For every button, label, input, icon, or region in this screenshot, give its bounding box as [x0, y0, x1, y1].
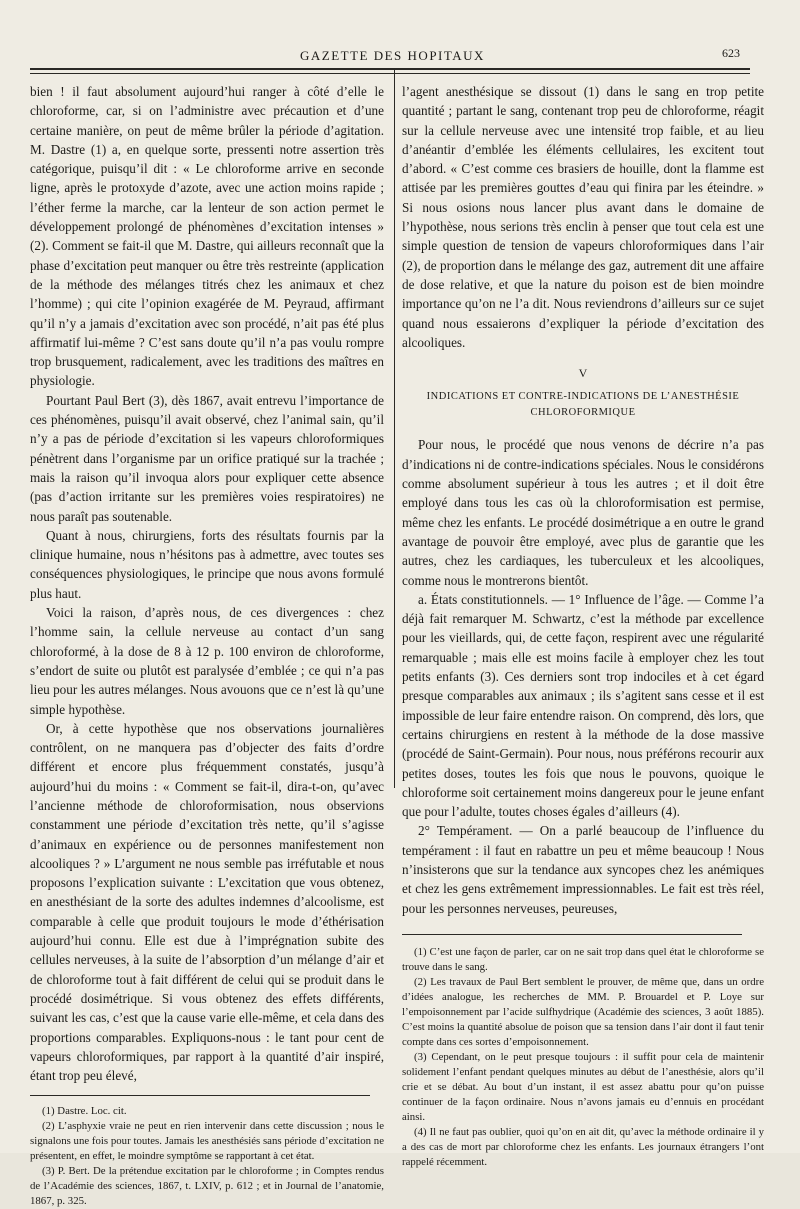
footnote: (4) Il ne faut pas oublier, quoi qu’on en ait dit, qu’avec la méthode ordinaire il y a des cas de mort par chloroforme chez les enfants. Les journaux étrangers l’ont rappelé récemment. — [402, 1125, 764, 1168]
footnote: (2) L’asphyxie vraie ne peut en rien intervenir dans cette discussion ; nous le signalons une fois pour toutes. Jamais les anesthésiés sans période d’excitation ne présentent, en effet, le moindre symptôme se rapportant à cet état. — [30, 1120, 384, 1163]
footnote: (1) Dastre. Loc. cit. — [42, 1105, 127, 1118]
footnote-rule — [30, 1095, 370, 1096]
body-paragraph: a. États constitutionnels. — 1° Influence de l’âge. — Comme l’a déjà fait remarquer M. Schwartz, c’est la méthode par excellence pour les vieillards, qui, de cette façon, respirent avec une régularité remarquable ; mais elle est moins facile à employer chez les tout petits enfants (3). Ces derniers sont trop indociles et à cet égard presque comparables aux animaux ; ils s’agitent sans cesse et il est impossible de leur faire entendre raison. On comprend, dès lors, que certains chirurgiens en restent à la méthode de la dose massive (procédé de Saint-Germain). Pour nous, nous préférons recourir aux petites doses, toutes les fois que nous le pouvons, quoique le chloroforme soit certainement moins dangereux pour le jeune enfant que pour l’adulte, toutes choses égales d’ailleurs (4). — [402, 591, 764, 820]
right-footnotes — [402, 945, 764, 1170]
body-paragraph: Pourtant Paul Bert (3), dès 1867, avait entrevu l’importance de ces phénomènes, puisqu’il avait observé, chez l’animal sain, qu’il n’y a pas de période d’excitation si les vapeurs chloroformiques pénètrent dans l’organisme par un orifice pratiqué sur la trachée ; mais la raison qu’il invoqua alors pour expliquer cette absence (pas d’action irritante sur les premières voies respiratoires) ne nous paraît pas soutenable. — [30, 392, 384, 524]
section-number: V — [578, 366, 588, 381]
footnote-rule — [402, 934, 742, 935]
footnote: (3) Cependant, on le peut presque toujours : il suffit pour cela de maintenir solidement l’enfant pendant quelques minutes au début de l’anesthésie, alors qu’il crie et se débat. Au bout d’un instant, il est assez abattu pour qu’on puisse continuer de la façon ordinaire. Nous n’avons jamais eu d’ennuis en procédant ainsi. — [402, 1050, 764, 1123]
right-column — [402, 82, 764, 1170]
left-column — [30, 82, 384, 1209]
body-paragraph: Quant à nous, chirurgiens, forts des résultats fournis par la clinique humaine, nous n’hésitons pas à admettre, avec toutes ses conséquences physiologiques, le principe que nous avons formulé plus haut. — [30, 527, 384, 601]
body-paragraph: Pour nous, le procédé que nous venons de décrire n’a pas d’indications ni de contre-indications spéciales. Nous le considérons comme absolument supérieur à tous les autres ; et il doit être employé dans tous les cas où la chloroformisation est permise, même chez les enfants. Le procédé dosimétrique a en outre le grand avantage de pouvoir être employé, avec plus de garantie que les autres, chez les cardiaques, les tuberculeux et les alcooliques, comme nous le montrerons bientôt. — [402, 437, 764, 588]
footnote: (1) C’est une façon de parler, car on ne sait trop dans quel état le chloroforme se trouve dans le sang. — [402, 945, 764, 973]
footnote: (2) Les travaux de Paul Bert semblent le prouver, de même que, dans un ordre d’idées analogue, les recherches de MM. P. Brouardel et P. Loye sur l’empoisonnement par l’acide sulfhydrique (Académie des sciences, 3 août 1885). C’est moins la quantité absolue de poison que sa tension dans l’air dont il faut tenir compte dans ces sortes d’empoisonnement. — [402, 975, 764, 1048]
header-rule-thin — [30, 73, 750, 74]
body-paragraph: Or, à cette hypothèse que nos observations journalières contrôlent, on ne manquera pas d’objecter des faits d’ordre différent et encore plus fréquemment constatés, jusqu’à aujourd’hui du moins : « Comment se fait-il, dira-t-on, qu’avec l’ancienne méthode de chloroformisation, nous observions constamment une période d’excitation très nette, qu’il s’agisse d’animaux en expérience ou de personnes manifestement non alcooliques ? » L’argument ne nous semble pas irréfutable et nous proposons l’explication suivante : L’excitation que vous obtenez, en anesthésiant de la sorte des adultes indemnes d’alcoolisme, est comparable à celle que produit toujours le mode d’éthérisation aujourd’hui connu. Elle est due à l’imprégnation subite des cellules nerveuses, à la suite de l’absorption d’un mélange d’air et de chloroforme tout à fait différent de celui qui se produit dans le procédé dosimétrique. Si vous obtenez des effets différents, suivant les cas, c’est que la cause varie elle-même, et cela dans des proportions comparables. Expliquons-nous : le tant pour cent de vapeurs chloroformiques, par rapport à la quantité d’air inspiré, étant trop peu élevé, — [30, 720, 384, 1084]
body-paragraph: Voici la raison, d’après nous, de ces divergences : chez l’homme sain, la cellule nerveuse au contact d’un sang chloroformé, à la dose de 8 à 12 p. 100 environ de chloroforme, s’endort de suite ou plutôt est paralysée d’emblée ; ce qui n’a pas lieu pour les autres mélanges. Nous avouons que ce n’est là qu’une simple hypothèse. — [30, 605, 384, 717]
footnote: (3) P. Bert. De la prétendue excitation par le chloroforme ; in Comptes rendus de l’Académie des sciences, 1867, t. LXIV, p. 612 ; et in Journal de l’anatomie, 1867, p. 325. — [30, 1165, 384, 1208]
header-rule — [30, 68, 750, 70]
body-paragraph: 2° Tempérament. — On a parlé beaucoup de l’influence du tempérament : il faut en rabattre un peu et même beaucoup ! Nous n’insisterons que sur la tendance aux syncopes chez les anémiques et chez les gens extrêmement impressionnables. Le fait est très réel, pour les personnes nerveuses, peureuses, — [402, 823, 764, 916]
body-paragraph: l’agent anesthésique se dissout (1) dans le sang en trop petite quantité ; partant le sang, contenant trop peu de chloroforme, réagit sur la cellule nerveuse avec une intensité trop faible, et au lieu d’anéantir d’emblée les éléments cellulaires, les excitent tout d’abord. « C’est comme ces brasiers de houille, dont la flamme est attisée par les premières gouttes d’eau qui finira par les éteindre. » Si nous osions nous lancer plus avant dans le domaine de l’hypothèse, nous serions très enclin à penser que tout cela est une simple question de tension de vapeurs chloroformiques dans l’air (2), de proportion dans le mélange des gaz, autrement dit une affaire de dose relative, et que la nature du poison est de bien moindre importance qu’on ne l’a dit. Nous reviendrons d’ailleurs sur ce sujet quand nous essaierons d’expliquer la période d’excitation des alcooliques. — [402, 84, 764, 350]
body-paragraph: bien ! il faut absolument aujourd’hui ranger à côté d’elle le chloroforme, car, si on l’administre avec précaution et d’une certaine manière, on peut de même brûler la période d’agitation. M. Dastre (1) a, en quelque sorte, pressenti notre assertion très catégorique, puisqu’il dit : « Le chloroforme arrive en seconde ligne, après le protoxyde d’azote, avec une action moins rapide ; l’éther ferme la marche, car la lenteur de son action permet le développement prolongé de phénomènes d’excitation intenses » (2). Comment se fait-il que M. Dastre, qui ailleurs reconnaît que la phase d’excitation peut manquer ou être très restreinte (application de la méthode des mélanges titrés chez les animaux et chez l’homme) ; qui cite l’opinion exagérée de M. Peyraud, affirmant qu’il n’y a jamais d’excitation avec son procédé, n’ait pas été plus affirmatif lui-même ? C’est sans doute qu’il n’a pas voulu rompre trop brusquement, radicalement, avec les traditions des maîtres en physiologie. — [30, 84, 384, 389]
left-footnotes — [30, 1104, 384, 1209]
column-divider — [394, 68, 395, 788]
page-number: 623 — [722, 46, 740, 60]
section-title: INDICATIONS ET CONTRE-INDICATIONS DE L’ANESTHÉSIE CHLOROFORMIQUE — [426, 391, 740, 419]
running-title: GAZETTE DES HOPITAUX — [300, 48, 485, 63]
